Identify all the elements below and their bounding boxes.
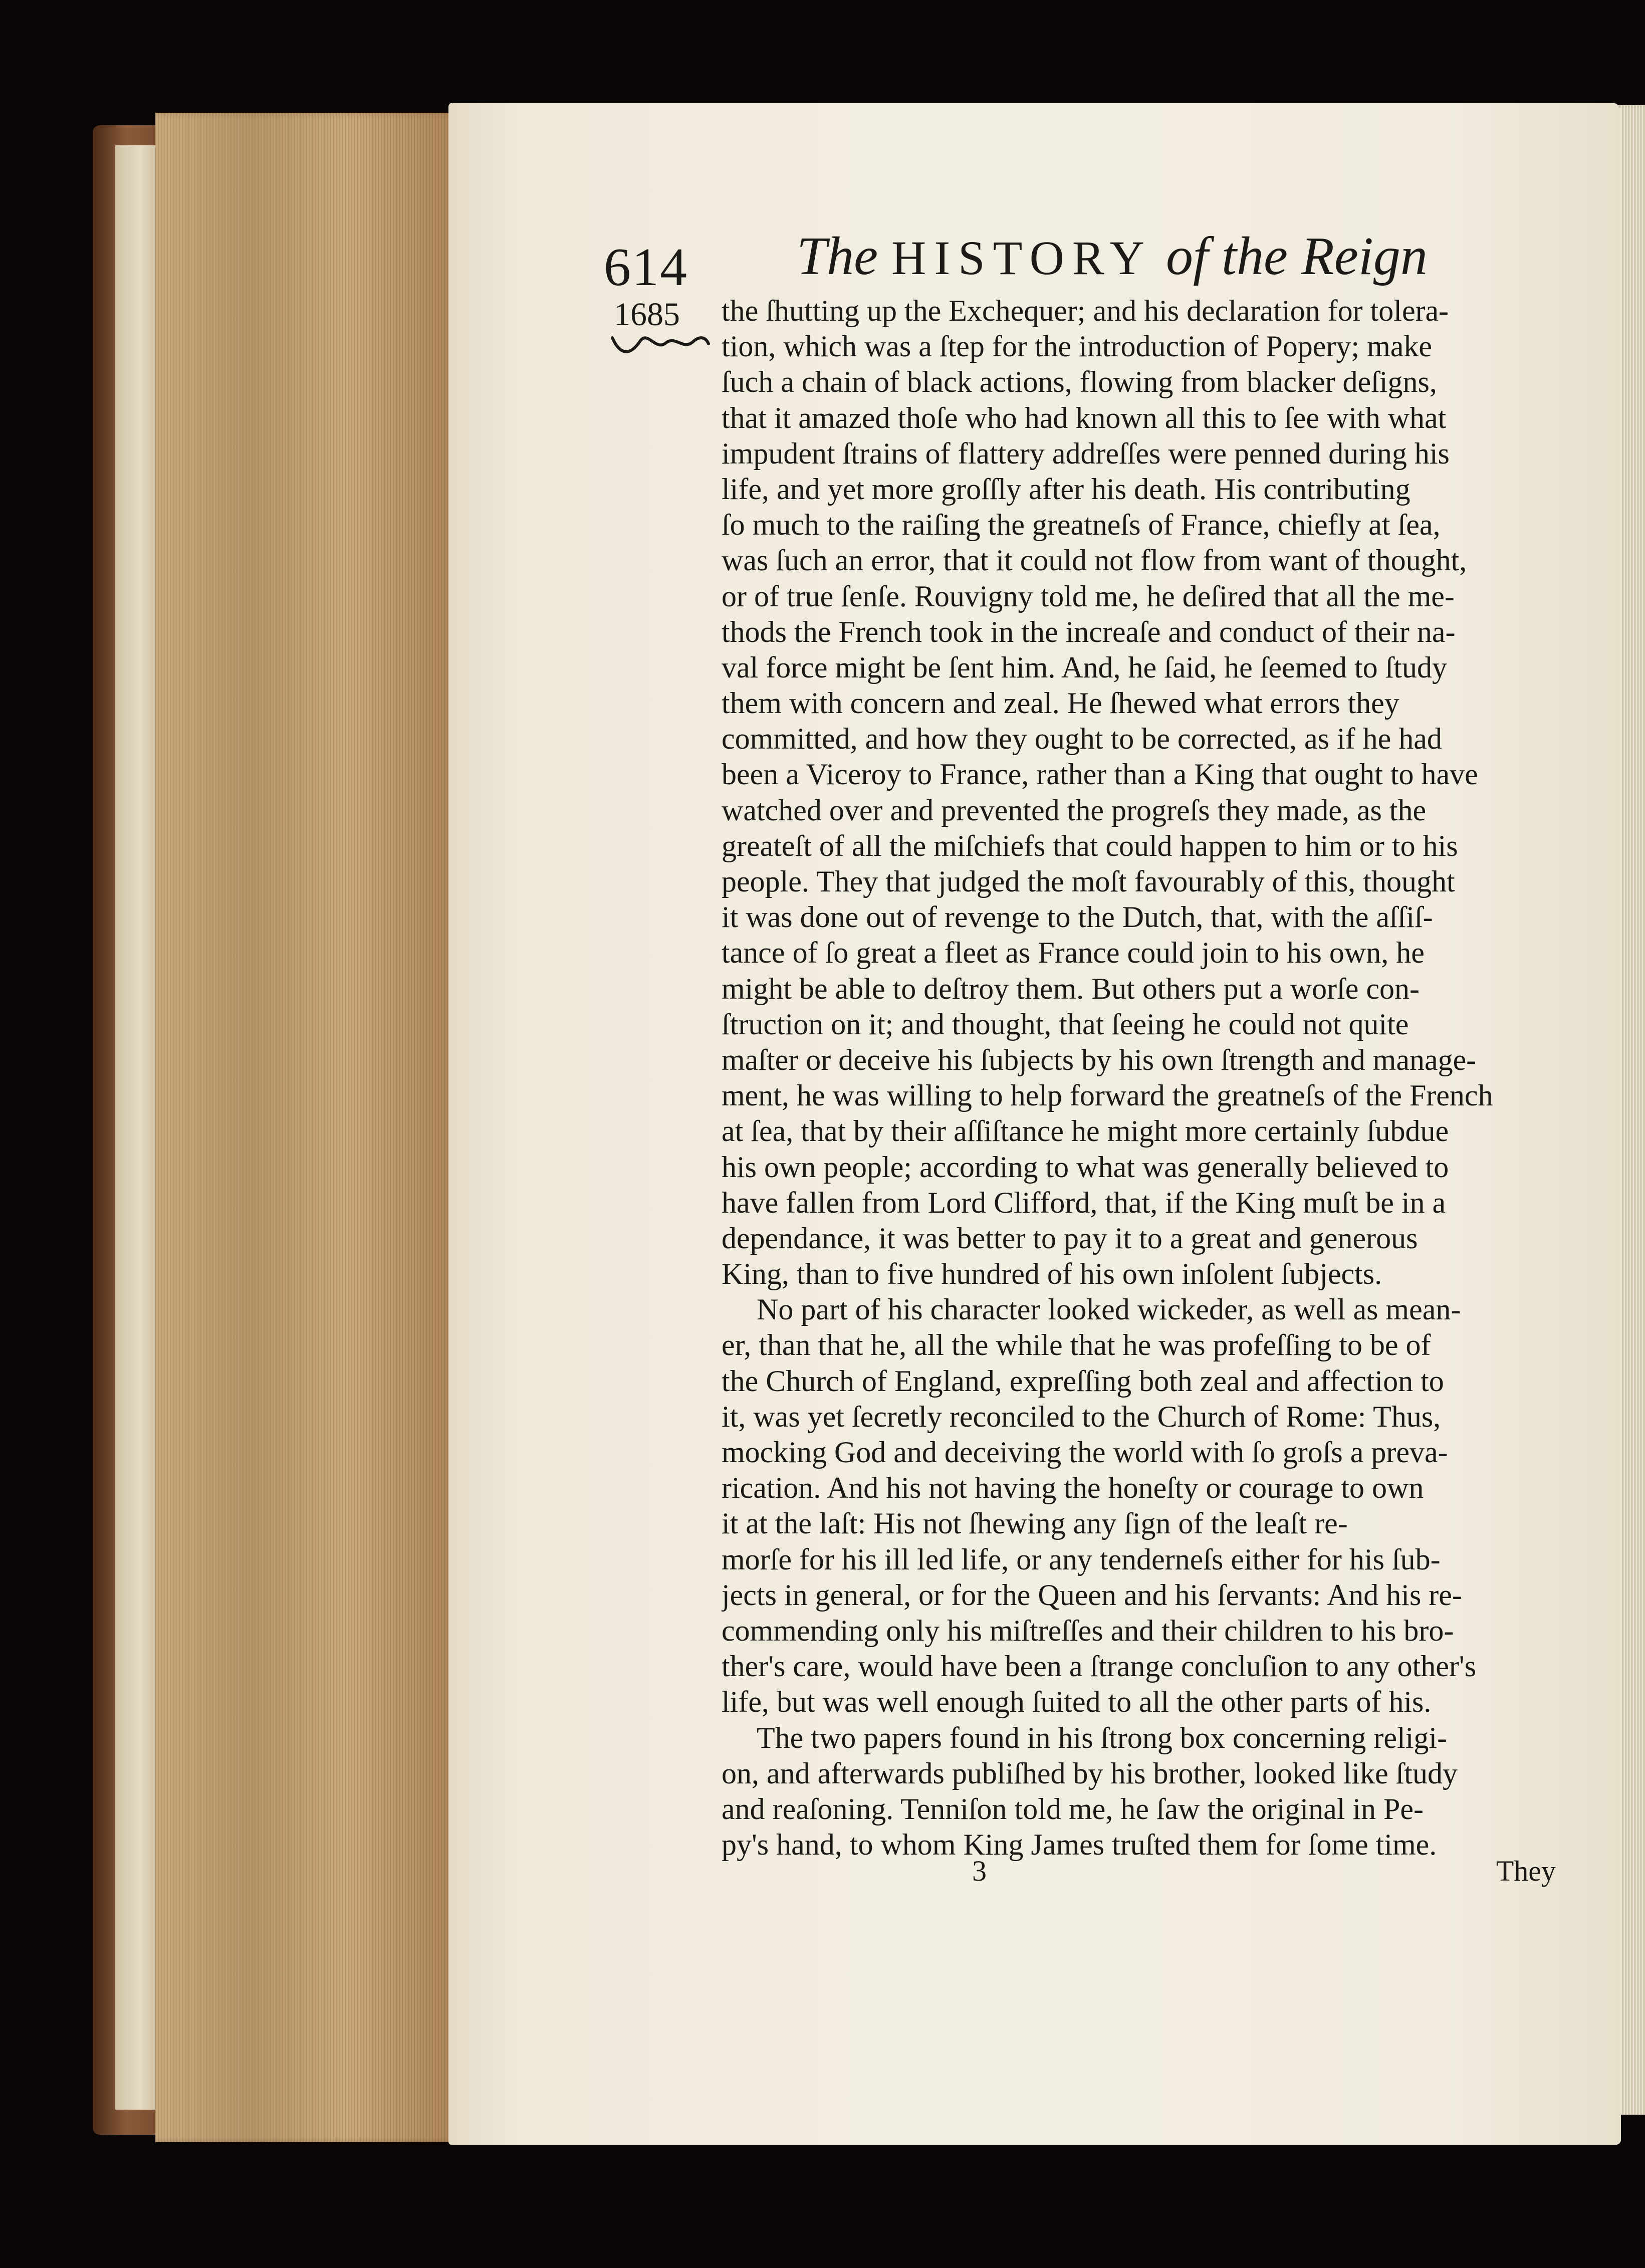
catchword: They bbox=[1496, 1855, 1556, 1887]
signature-mark: 3 bbox=[972, 1855, 987, 1887]
text-line: life, but was well enough ſuited to all the other parts of his. bbox=[722, 1685, 1432, 1719]
text-line: tion, which was a ſtep for the introduction of Popery; make bbox=[722, 330, 1432, 363]
text-line: the Church of England, expreſſing both zeal and affection to bbox=[722, 1364, 1444, 1398]
running-head bbox=[604, 225, 1476, 301]
text-line: been a Viceroy to France, rather than a King that ought to have bbox=[722, 758, 1478, 791]
text-line: it was done out of revenge to the Dutch, that, with the aſſiſ- bbox=[722, 900, 1433, 934]
text-line: that it amazed thoſe who had known all this to ſee with what bbox=[722, 401, 1447, 434]
text-line: ſtruction on it; and thought, that ſeeing he could not quite bbox=[722, 1007, 1409, 1041]
fore-edge-page-block bbox=[155, 113, 476, 2142]
text-line: life, and yet more groſſly after his death. His contributing bbox=[722, 472, 1411, 506]
text-line: people. They that judged the moſt favourably of this, thought bbox=[722, 865, 1455, 898]
title-main: HISTORY bbox=[891, 231, 1152, 285]
margin-year: 1685 bbox=[614, 296, 680, 333]
text-line: tance of ſo great a fleet as France could join to his own, he bbox=[722, 936, 1425, 970]
text-line: commending only his miſtreſſes and their children to his bro- bbox=[722, 1614, 1454, 1647]
text-line: have fallen from Lord Clifford, that, if the King muſt be in a bbox=[722, 1186, 1446, 1219]
page-number: 614 bbox=[604, 238, 688, 297]
text-line: morſe for his ill led life, or any tenderneſs either for his ſub- bbox=[722, 1542, 1441, 1576]
text-line: his own people; according to what was generally believed to bbox=[722, 1150, 1449, 1184]
text-line: impudent ſtrains of flattery addreſſes were penned during his bbox=[722, 436, 1450, 470]
text-line: it at the laſt: His not ſhewing any ſign of the leaſt re- bbox=[722, 1507, 1348, 1540]
body-text bbox=[722, 293, 1556, 1863]
text-line: it, was yet ſecretly reconciled to the Church of Rome: Thus, bbox=[722, 1400, 1441, 1433]
text-line: and reaſoning. Tenniſon told me, he ſaw the original in Pe- bbox=[722, 1792, 1424, 1826]
page-footer bbox=[722, 1854, 1556, 1894]
text-line: them with concern and zeal. He ſhewed what errors they bbox=[722, 687, 1399, 720]
text-line: or of true ſenſe. Rouvigny told me, he deſired that all the me- bbox=[722, 579, 1455, 613]
text-line: jects in general, or for the Queen and his ſervants: And his re- bbox=[722, 1578, 1462, 1612]
text-line: rication. And his not having the honeſty or courage to own bbox=[722, 1471, 1424, 1505]
text-line: watched over and prevented the progreſs they made, as the bbox=[722, 793, 1427, 827]
text-line: ſuch a chain of black actions, flowing from blacker deſigns, bbox=[722, 365, 1437, 399]
text-line: ther's care, would have been a ſtrange concluſion to any other's bbox=[722, 1650, 1477, 1683]
title-prefix: The bbox=[797, 226, 878, 286]
text-line: King, than to five hundred of his own inſolent ſubjects. bbox=[722, 1257, 1382, 1291]
text-line: might be able to deſtroy them. But others put a worſe con- bbox=[722, 972, 1420, 1005]
paragraph-start-line: No part of his character looked wickeder, as well as mean- bbox=[757, 1293, 1461, 1326]
text-line: ment, he was willing to help forward the greatneſs of the French bbox=[722, 1079, 1493, 1112]
text-line: ſo much to the raiſing the greatneſs of France, chiefly at ſea, bbox=[722, 508, 1441, 542]
text-line: on, and afterwards publiſhed by his brother, looked like ſtudy bbox=[722, 1756, 1458, 1790]
text-line: greateſt of all the miſchiefs that could happen to him or to his bbox=[722, 829, 1458, 862]
title-suffix: of the Reign bbox=[1165, 226, 1428, 286]
page-title bbox=[797, 225, 1428, 288]
text-line: maſter or deceive his ſubjects by his own ſtrength and manage- bbox=[722, 1043, 1477, 1076]
text-line: val force might be ſent him. And, he ſaid, he ſeemed to ſtudy bbox=[722, 650, 1447, 684]
text-line: at ſea, that by their aſſiſtance he might more certainly ſubdue bbox=[722, 1114, 1449, 1148]
text-line: py's hand, to whom King James truſted them for ſome time. bbox=[722, 1828, 1437, 1862]
text-line: dependance, it was better to pay it to a great and generous bbox=[722, 1221, 1418, 1255]
text-line: er, than that he, all the while that he was profeſſing to be of bbox=[722, 1328, 1431, 1362]
text-line: mocking God and deceiving the world with ſo groſs a preva- bbox=[722, 1436, 1448, 1469]
text-line: committed, and how they ought to be corrected, as if he had bbox=[722, 722, 1442, 756]
text-line: thods the French took in the increaſe and conduct of their na- bbox=[722, 615, 1456, 648]
text-line: was ſuch an error, that it could not flow from want of thought, bbox=[722, 544, 1467, 577]
paragraph-start-line: The two papers found in his ſtrong box concerning religi- bbox=[757, 1721, 1448, 1754]
text-line: the ſhutting up the Exchequer; and his declaration for tolera- bbox=[722, 294, 1449, 327]
flourish-ornament-icon bbox=[610, 331, 711, 356]
